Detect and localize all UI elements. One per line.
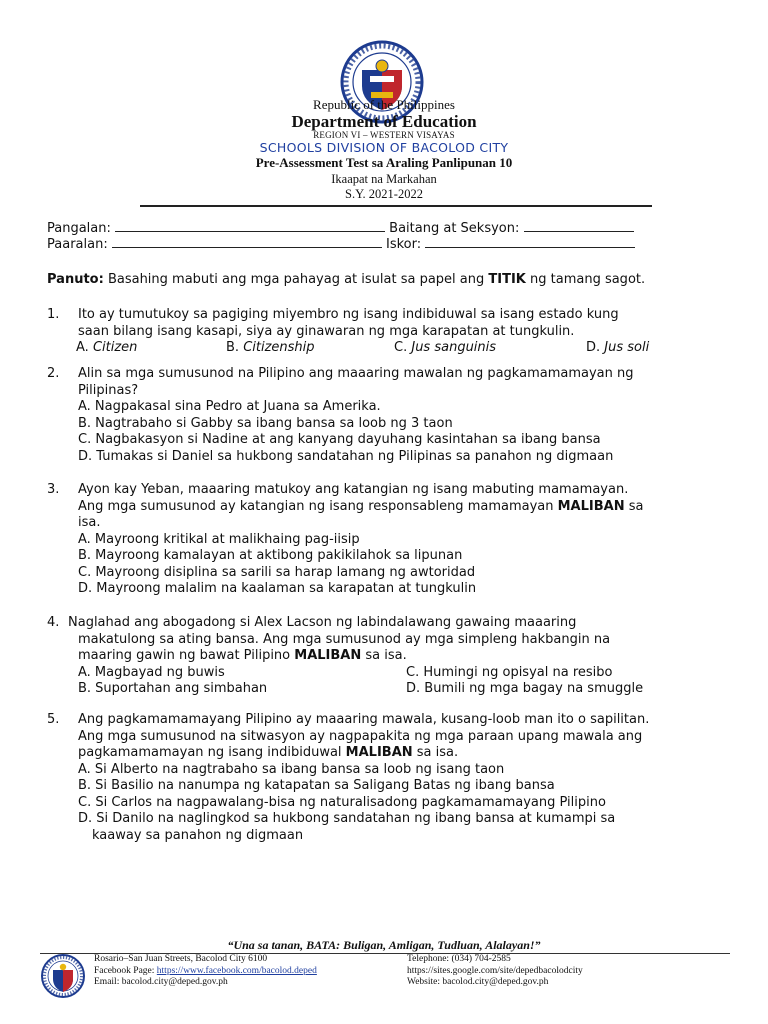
name-label: Pangalan: — [47, 221, 111, 236]
grade-section-label: Baitang at Seksyon: — [389, 221, 520, 236]
question-text-line: Ang mga sumusunod na sitwasyon ay nagpapakita ng mga paraan upang mawala ang — [78, 728, 643, 744]
question-text-line: isa. — [78, 515, 101, 530]
test-title: Pre-Assessment Test sa Araling Panlipunan 10 — [255, 155, 513, 170]
question-3 — [47, 482, 737, 598]
school-year-label: S.Y. 2021-2022 — [345, 187, 423, 201]
choice-c[interactable]: C. Si Carlos na nagpawalang-bisa ng naturalisadong pagkamamamayang Pilipino — [78, 794, 606, 810]
motto: “Una sa tanan, BATA: Buligan, Amligan, Tudluan, Alalayan!” — [227, 938, 541, 952]
question-text-line: makatulong sa ating bansa. Ang mga sumusunod ay mga simpleng hakbangin na — [78, 631, 611, 647]
facebook-link[interactable]: https://www.facebook.com/bacolod.deped — [156, 965, 317, 976]
choice-d[interactable]: D. Tumakas si Daniel sa hukbong sandatahan ng Pilipinas sa panahon ng digmaan — [78, 448, 614, 464]
region-label: REGION VI – WESTERN VISAYAS — [313, 130, 455, 140]
question-text-line: Ang pagkamamamayang Pilipino ay maaaring mawala, kusang-loob man ito o sapilitan. — [78, 712, 650, 727]
question-text-line: Ang mga sumusunod ay katangian ng isang responsableng mamamayan MALIBAN sa — [78, 498, 644, 514]
question-4 — [47, 615, 737, 698]
choice-a[interactable]: A. Nagpakasal sina Pedro at Juana sa Amerika. — [78, 399, 381, 414]
facebook-line: Facebook Page: https://www.facebook.com/bacolod.deped — [94, 965, 317, 976]
choice-b[interactable]: B. Si Basilio na nanumpa ng katapatan sa Saligang Batas ng ibang bansa — [78, 778, 555, 793]
question-number: 5. — [47, 712, 60, 727]
instructions-text-1: Basahing mabuti ang mga pahayag at isulat sa papel ang — [103, 272, 489, 287]
email: Email: bacolod.city@deped.gov.ph — [94, 977, 228, 987]
choice-b[interactable]: B. Mayroong kamalayan at aktibong pakikilahok sa lipunan — [78, 548, 463, 563]
question-text-line: Pilipinas? — [78, 382, 139, 398]
footer-left — [94, 954, 317, 989]
choice-d[interactable]: D. Mayroong malalim na kaalaman sa karapatan at tungkulin — [78, 581, 477, 596]
choice-a[interactable]: A. Citizen — [76, 340, 138, 355]
choice-b[interactable]: B. Suportahan ang simbahan — [78, 681, 268, 696]
score-label: Iskor: — [385, 237, 422, 252]
instructions-text-2: ng tamang sagot. — [525, 272, 646, 287]
question-text-line: maaring gawin ng bawat Pilipino MALIBAN sa isa. — [78, 648, 407, 663]
division-label: SCHOOLS DIVISION OF BACOLOD CITY — [259, 140, 509, 155]
sites-link[interactable]: https://sites.google.com/site/depedbacolodcity — [407, 965, 583, 976]
question-text-line: Naglahad ang abogadong si Alex Lacson ng labindalawang gawaing maaaring — [68, 615, 577, 630]
grade-section-blank[interactable] — [524, 219, 634, 232]
choice-d-continued: kaaway sa panahon ng digmaan — [92, 827, 304, 843]
maliban-keyword: MALIBAN — [557, 498, 625, 514]
choice-a[interactable]: A. Si Alberto na nagtrabaho sa ibang bansa sa loob ng isang taon — [78, 761, 505, 777]
maliban-keyword: MALIBAN — [345, 745, 413, 760]
score-blank[interactable] — [425, 235, 635, 248]
school-label: Paaralan: — [47, 237, 108, 252]
telephone: Telephone: (034) 704-2585 — [407, 954, 511, 964]
question-5 — [47, 712, 737, 844]
quarter-label: Ikaapat na Markahan — [331, 172, 437, 186]
choice-d[interactable]: D. Jus soli — [586, 340, 650, 355]
school-blank[interactable] — [112, 235, 382, 248]
footer-right — [407, 954, 583, 989]
question-number: 1. — [47, 307, 60, 322]
question-1 — [47, 307, 737, 357]
division-logo-icon — [40, 953, 86, 999]
address: Rosario–San Juan Streets, Bacolod City 6100 — [94, 954, 268, 964]
department-title: Department of Education — [291, 112, 477, 131]
question-text-line: saan bilang isang kasapi, siya ay ginawaran ng mga karapatan at tungkulin. — [78, 323, 575, 339]
choice-b[interactable]: B. Nagtrabaho si Gabby sa ibang bansa sa loob ng 3 taon — [78, 415, 453, 431]
header-divider — [140, 205, 652, 207]
question-2 — [47, 366, 737, 465]
republic-label: Republic of the Philippines — [313, 97, 455, 112]
choice-c[interactable]: C. Humingi ng opisyal na resibo — [406, 664, 613, 680]
choice-b[interactable]: B. Citizenship — [226, 340, 315, 355]
question-number: 2. — [47, 366, 60, 381]
question-text-line: Ito ay tumutukoy sa pagiging miyembro ng isang indibiduwal sa isang estado kung — [78, 307, 619, 322]
choice-c[interactable]: C. Jus sanguinis — [394, 340, 497, 355]
school-field-row — [47, 235, 635, 253]
question-text-line: Alin sa mga sumusunod na Pilipino ang maaaring mawalan ng pagkamamamayan ng — [78, 366, 634, 381]
instructions-bold-word: TITIK — [488, 272, 526, 287]
choice-d[interactable]: D. Bumili ng mga bagay na smuggle — [406, 681, 644, 696]
maliban-keyword: MALIBAN — [294, 648, 362, 663]
instructions-label: Panuto: — [47, 272, 104, 287]
choice-a[interactable]: A. Magbayad ng buwis — [78, 664, 225, 680]
choice-c[interactable]: C. Nagbakasyon si Nadine at ang kanyang dayuhang kasintahan sa ibang bansa — [78, 432, 601, 447]
choice-d[interactable]: D. Si Danilo na naglingkod sa hukbong sandatahan ng ibang bansa at kumampi sa — [78, 811, 616, 826]
question-number: 4. — [47, 615, 60, 630]
choice-a[interactable]: A. Mayroong kritikal at malikhaing pag-iisip — [78, 531, 360, 547]
choices-row — [78, 681, 737, 698]
instructions — [47, 272, 645, 287]
question-text-line: Ayon kay Yeban, maaaring matukoy ang katangian ng isang mabuting mamamayan. — [78, 482, 629, 497]
question-text-line: pagkamamamayan ng isang indibiduwal MALIBAN sa isa. — [78, 745, 459, 760]
choice-c[interactable]: C. Mayroong disiplina sa sarili sa harap lamang ng awtoridad — [78, 564, 476, 580]
website: Website: bacolod.city@deped.gov.ph — [407, 977, 549, 987]
choices-row — [78, 665, 737, 682]
name-blank[interactable] — [115, 219, 385, 232]
choices-row — [76, 340, 737, 357]
question-number: 3. — [47, 482, 60, 497]
